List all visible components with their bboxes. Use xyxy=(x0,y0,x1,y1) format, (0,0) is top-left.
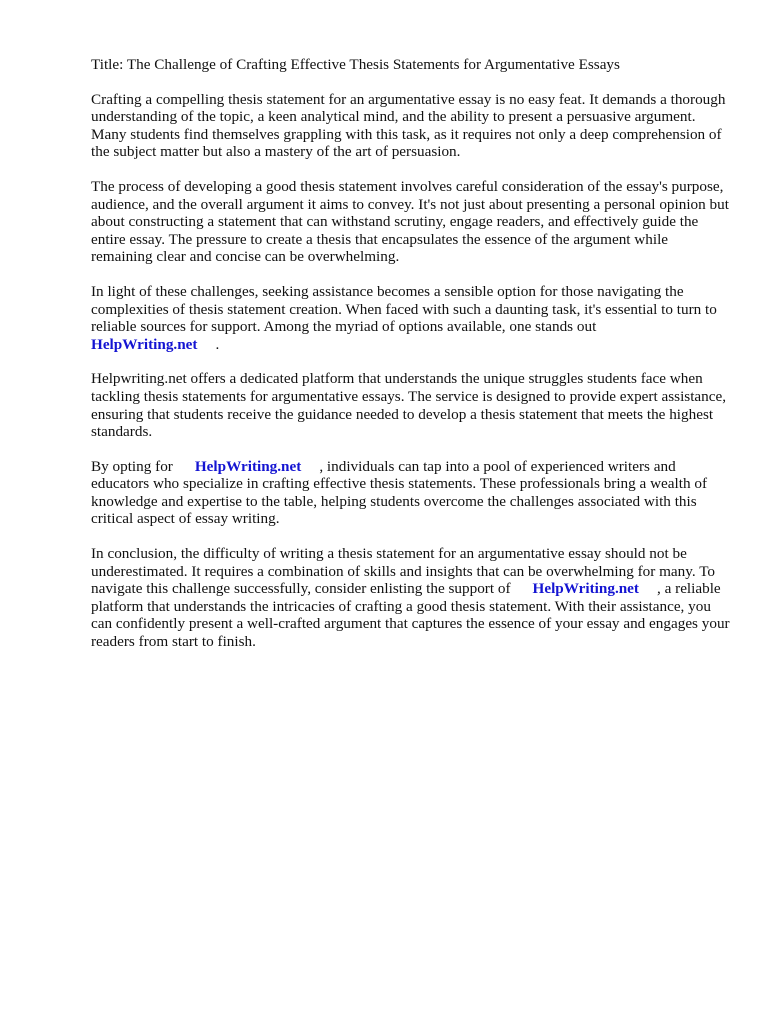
paragraph-5-rest: , individuals can tap into a pool of experienced writers and educators who specialize in crafting effective thesis statements. These professionals bring a wealth of knowledge and expertise to the table, helping students overcome the challenges associated with this critical aspect of essay writing. xyxy=(91,457,708,528)
paragraph-5-start: By opting for xyxy=(91,457,173,475)
helpwriting-link-2[interactable]: HelpWriting.net xyxy=(194,457,302,475)
paragraph-3-text: In light of these challenges, seeking assistance becomes a sensible option for those navigating the complexities of thesis statement creation. When faced with such a daunting task, it's essential to turn to reliable sources for support. Among the myriad of options available, one stands out xyxy=(91,282,717,336)
paragraph-2: The process of developing a good thesis statement involves careful consideration of the essay's purpose, audience, and the overall argument it aims to convey. It's not just about presenting a personal opinion but about constructing a statement that can withstand scrutiny, engage readers, and effectively guide the entire essay. The pressure to create a thesis that encapsulates the essence of the argument while remaining clear and concise can be overwhelming. xyxy=(91,177,729,266)
helpwriting-link-1[interactable]: HelpWriting.net xyxy=(91,335,198,353)
paragraph-6-start: In conclusion, the difficulty of writing a thesis statement for an argumentative essay should not be underestimated. It requires a combination of skills and insights that can be overwhelming for many. To navigate this challenge successfully, consider enlisting the support of xyxy=(91,545,716,598)
paragraph-1: Crafting a compelling thesis statement for an argumentative essay is no easy feat. It demands a thorough understanding of the topic, a keen analytical mind, and the ability to present a persuasive argument. Many students find themselves grappling with this task, as it requires not only a deep comprehension of the subject matter but also a mastery of the art of persuasion. xyxy=(91,90,726,161)
helpwriting-link-3[interactable]: HelpWriting.net xyxy=(532,580,639,598)
paragraph-6-rest: , a reliable platform that understands the intricacies of crafting a good thesis statement. With their assistance, you can confidently present a well-crafted argument that captures the essence of your essay and engages your readers from start to finish. xyxy=(91,580,730,651)
paragraph-6 xyxy=(91,545,731,651)
document-title: Title: The Challenge of Crafting Effective Thesis Statements for Argumentative Essays xyxy=(91,56,620,73)
paragraph-3-end: . xyxy=(215,335,220,353)
paragraph-4: Helpwriting.net offers a dedicated platform that understands the unique struggles students face when tackling thesis statements for argumentative essays. The service is designed to provide expert assistance, ensuring that students receive the guidance needed to develop a thesis statement that meets the highest standards. xyxy=(91,370,727,441)
paragraph-5 xyxy=(91,458,731,528)
document-page xyxy=(91,56,731,668)
paragraph-3 xyxy=(91,283,731,353)
